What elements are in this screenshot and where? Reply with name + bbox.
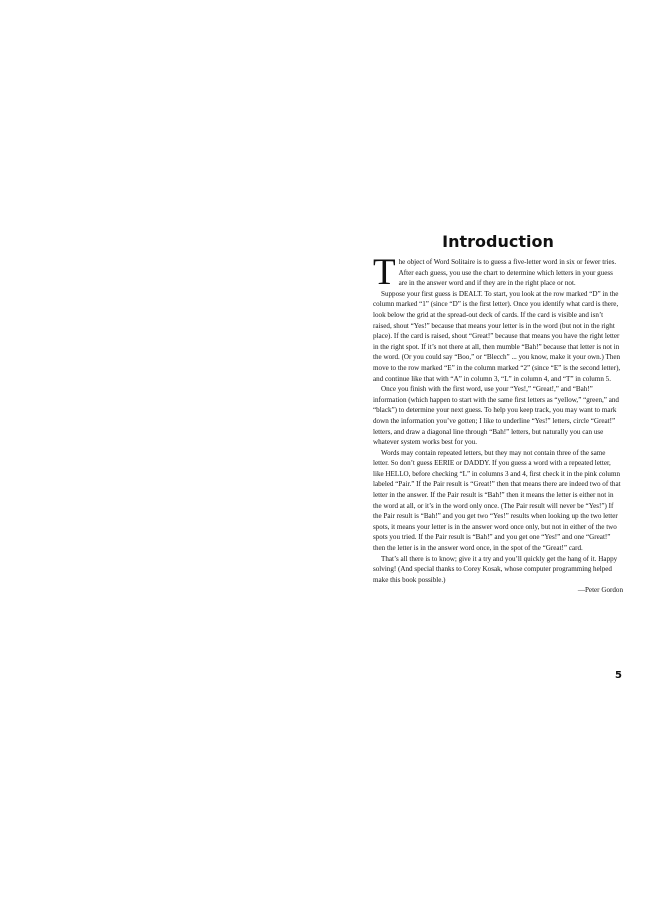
drop-cap: T	[373, 252, 396, 293]
body-text	[373, 252, 623, 596]
paragraph-text: he object of Word Solitaire is to guess a five-letter word in six or fewer tries. After each guess, you use the chart to determine which letters in your guess are in the answer word and if they are in the right place or not.	[398, 258, 617, 288]
paragraph: Once you finish with the first word, use your “Yes!,” “Great!,” and “Bah!” information (which happen to start with the same first letters as “yellow,” “green,” and “black”) to determine your next guess. To help you keep track, you may want to mark down the information you’ve gotten; I like to underline “Yes!” letters, circle “Great!” letters, and draw a diagonal line through “Bah!” letters, but naturally you can use whatever system works best for you.	[373, 385, 619, 447]
paragraph	[373, 252, 623, 293]
page-title: Introduction	[442, 232, 554, 251]
paragraph: Words may contain repeated letters, but they may not contain three of the same letter. So don’t guess EERIE or DADDY. If you guess a word with a repeated letter, like HELLO, before checking “L” in columns 3 and 4, first check it in the pink column labeled “Pair.” If the Pair result is “Great!” then that means there are indeed two of that letter in the answer. If the Pair result is “Bah!” then it means the letter is either not in the word at all, or it’s in the word only once. (The Pair result will never be “Yes!”) If the Pair result is “Bah!” and you get two “Yes!” results when looking up the two letter spots, it means your letter is in the answer word once only, but not in either of the two spots you tried. If the Pair result is “Bah!” and you get one “Yes!” and one “Great!” then the letter is in the answer word once, in the spot of the “Great!” card.	[373, 448, 621, 553]
paragraph: That’s all there is to know; give it a try and you’ll quickly get the hang of it. Happy solving! (And special thanks to Corey Kosak, whose computer programming helped make this book possible.)	[373, 554, 618, 584]
paragraph: Suppose your first guess is DEALT. To start, you look at the row marked “D” in the column marked “1” (since “D” is the first letter). Once you identify what card is there, look below the grid at the spread-out deck of cards. If the card is visible and isn’t raised, shout “Yes!” because that means your letter is in the word (but not in the right place). If the card is raised, shout “Great!” because that means you have the right letter in the right spot. If it’s not there at all, then mumble “Bah!” because that letter is not in the word. (Or you could say “Boo,” or “Blecch” ... you know, make it your own.) Then move to the row marked “E” in the column marked “2” (since “E” is the second letter), and continue like that with “A” in column 3, “L” in column 4, and “T” in column 5.	[373, 289, 621, 383]
signature: —Peter Gordon	[577, 586, 623, 595]
page-number: 5	[615, 670, 622, 681]
